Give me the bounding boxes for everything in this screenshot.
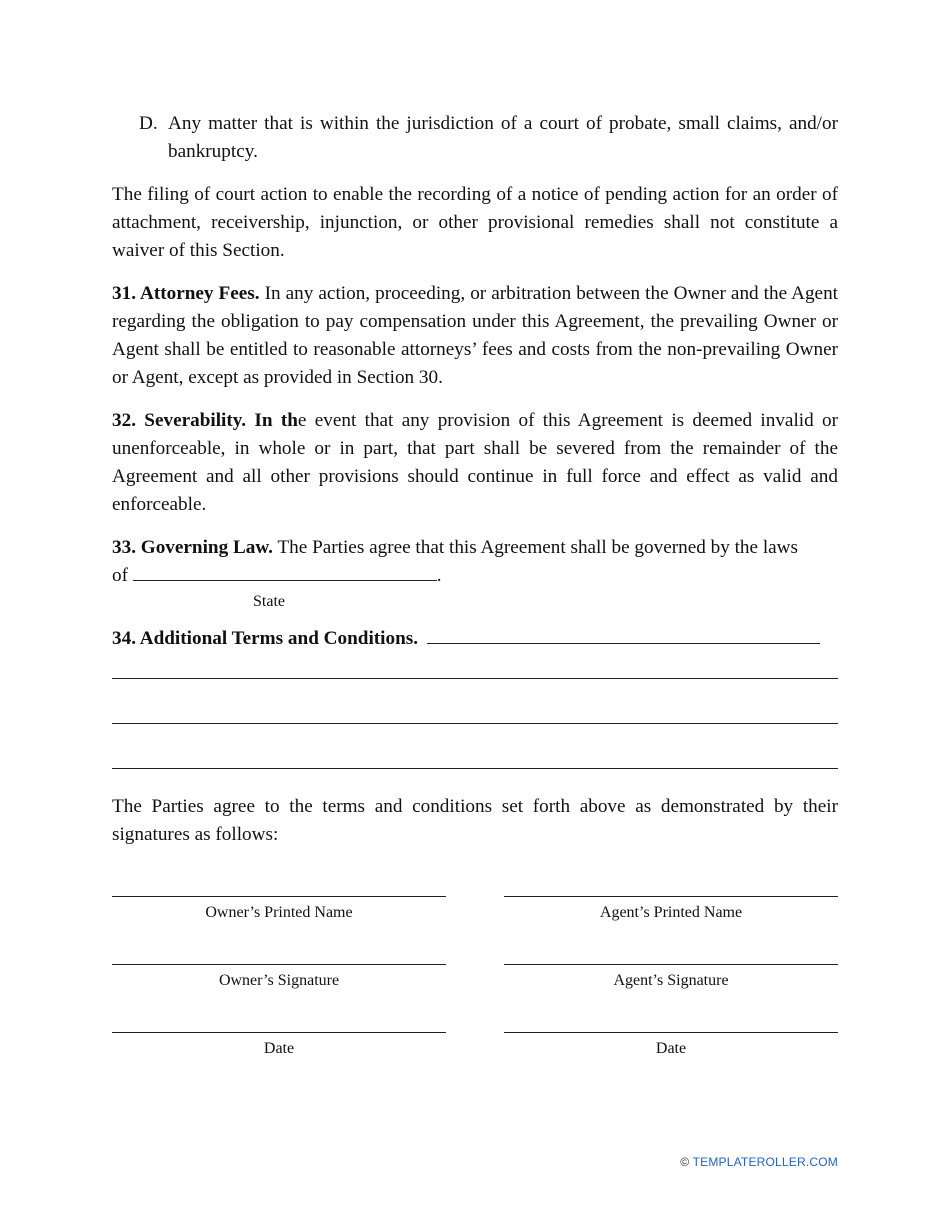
owner-printed-name-label: Owner’s Printed Name bbox=[205, 904, 353, 921]
clause-d-letter: D. bbox=[139, 113, 158, 134]
clause-d-text: Any matter that is within the jurisdiction of a court of probate, small claims, and/or bankruptcy. bbox=[168, 113, 838, 162]
footer-copyright bbox=[680, 1155, 838, 1169]
section-33-of-label: of bbox=[112, 565, 128, 586]
agent-date-label: Date bbox=[655, 1040, 687, 1057]
agent-printed-name-label: Agent’s Printed Name bbox=[599, 904, 743, 921]
section-34 bbox=[112, 625, 838, 653]
section-31 bbox=[112, 280, 838, 392]
owner-date-block bbox=[112, 1032, 446, 1059]
signature-row bbox=[112, 964, 838, 994]
additional-terms-blank-1[interactable] bbox=[427, 625, 820, 644]
document-body bbox=[112, 110, 838, 849]
section-31-heading: 31. Attorney Fees. bbox=[112, 283, 260, 304]
clause-d bbox=[139, 110, 838, 166]
agent-signature-line[interactable] bbox=[504, 964, 838, 965]
section-31-text: In any action, proceeding, or arbitration between the Owner and the Agent regarding the obligation to pay compensation under this Agreement, the prevailing Owner or Agent shall be entitled to reasonable attorneys’ fees and costs from the non-prevailing Owner or Agent, except as provided in Section 30. bbox=[112, 283, 838, 388]
state-blank-field[interactable] bbox=[133, 562, 437, 581]
provisional-remedies-paragraph: The filing of court action to enable the recording of a notice of pending action for an order of attachment, receivership, injunction, or other provisional remedies shall not constitute a waiver of this Section. bbox=[112, 184, 838, 261]
section-33-state-line: of . bbox=[112, 562, 838, 590]
agent-signature-block bbox=[504, 964, 838, 991]
owner-signature-line[interactable] bbox=[112, 964, 446, 965]
section-33-heading: 33. Governing Law. bbox=[112, 537, 273, 558]
section-32-text: e event that any provision of this Agreement is deemed invalid or unenforceable, in whole or in part, that part shall be severed from the remainder of the Agreement and all other provisions should continue in full force and effect as valid and enforceable. bbox=[112, 410, 838, 515]
agent-printed-name-line[interactable] bbox=[504, 896, 838, 897]
section-32 bbox=[112, 407, 838, 519]
agent-date-line[interactable] bbox=[504, 1032, 838, 1033]
section-33 bbox=[112, 534, 838, 562]
owner-date-line[interactable] bbox=[112, 1032, 446, 1033]
agent-date-block bbox=[504, 1032, 838, 1059]
agent-signature-label: Agent’s Signature bbox=[613, 972, 729, 989]
agreement-statement: The Parties agree to the terms and conditions set forth above as demonstrated by their signatures as follows: bbox=[112, 796, 838, 845]
owner-signature-block bbox=[112, 964, 446, 991]
owner-date-label: Date bbox=[263, 1040, 295, 1057]
state-caption: State bbox=[253, 593, 285, 610]
templateroller-link[interactable]: TEMPLATEROLLER.COM bbox=[692, 1155, 838, 1169]
owner-printed-name-block bbox=[112, 896, 446, 923]
date-row bbox=[112, 1032, 838, 1062]
copyright-icon: © bbox=[680, 1155, 690, 1169]
owner-signature-label: Owner’s Signature bbox=[218, 972, 340, 989]
owner-printed-name-line[interactable] bbox=[112, 896, 446, 897]
section-33-text: The Parties agree that this Agreement shall be governed by the laws bbox=[277, 537, 799, 558]
section-34-heading: 34. Additional Terms and Conditions. bbox=[112, 628, 419, 649]
agent-printed-name-block bbox=[504, 896, 838, 923]
section-32-heading: 32. Severability. In th bbox=[112, 410, 298, 431]
printed-name-row bbox=[112, 896, 838, 926]
